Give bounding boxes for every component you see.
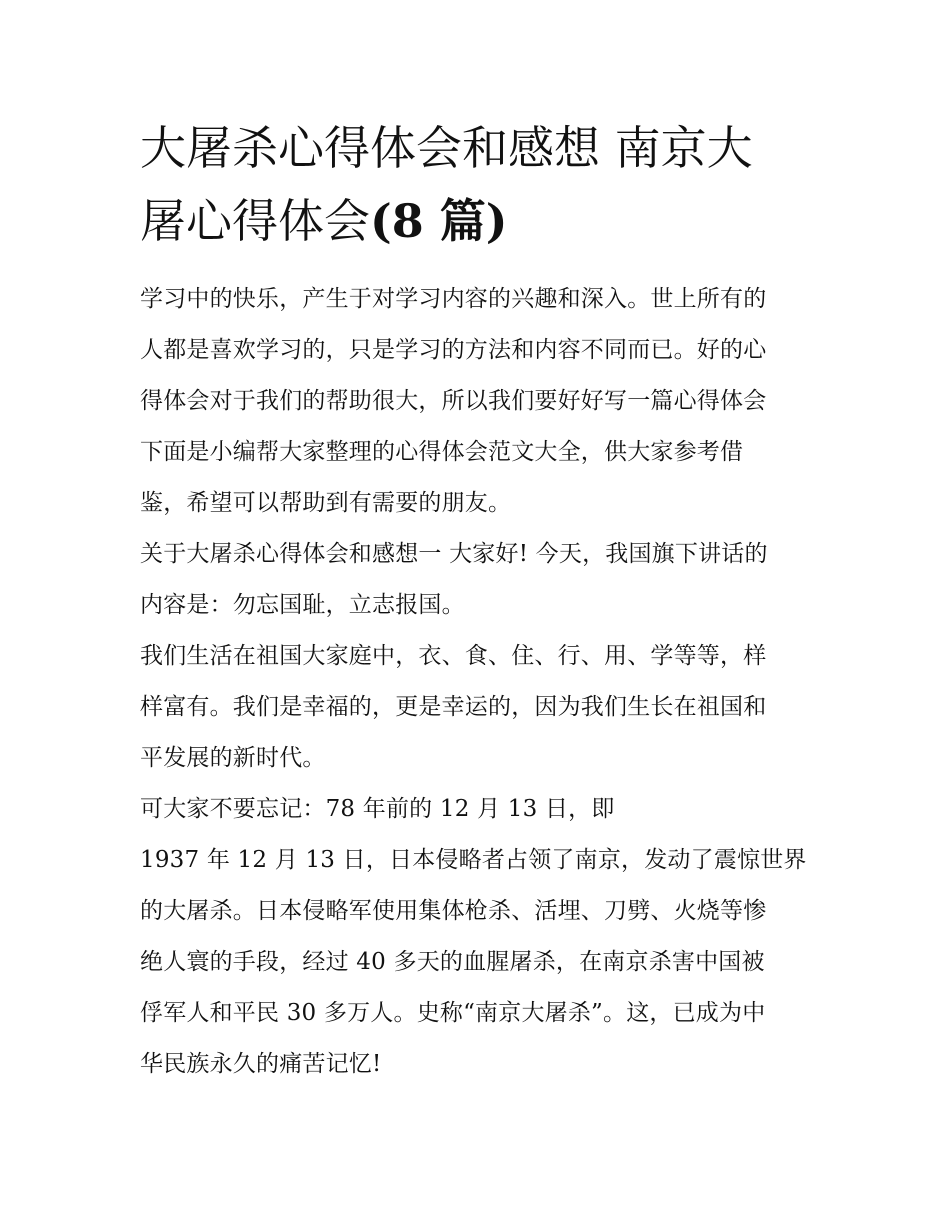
text-line: 平发展的新时代。 — [140, 745, 326, 771]
paragraph-happy-life — [140, 631, 820, 784]
text-line: 下面是小编帮大家整理的心得体会范文大全，供大家参考借 — [140, 439, 744, 465]
text-line: 鉴，希望可以帮助到有需要的朋友。 — [140, 490, 512, 516]
text-line: 得体会对于我们的帮助很大，所以我们要好好写一篇心得体会 — [140, 388, 767, 414]
text-line: 关于大屠杀心得体会和感想一 大家好! 今天，我国旗下讲话的 — [140, 541, 768, 567]
title-count: (8 篇) — [370, 194, 508, 248]
document-title — [140, 112, 820, 258]
text-line: 绝人寰的手段，经过 40 多天的血腥屠杀，在南京杀害中国被 — [140, 949, 765, 975]
paragraph-speech-opening — [140, 529, 820, 631]
text-line: 学习中的快乐，产生于对学习内容的兴趣和深入。世上所有的 — [140, 286, 767, 312]
text-line: 1937 年 12 月 13 日，日本侵略者占领了南京，发动了震惊世界 — [140, 847, 807, 873]
title-line — [140, 185, 820, 258]
text-line: 人都是喜欢学习的，只是学习的方法和内容不同而已。好的心 — [140, 337, 767, 363]
title-line-text: 屠心得体会 — [140, 194, 370, 248]
text-line: 华民族永久的痛苦记忆! — [140, 1051, 382, 1077]
paragraph-remember — [140, 784, 820, 835]
text-line: 俘军人和平民 30 多万人。史称“南京大屠杀”。这，已成为中 — [140, 1000, 766, 1026]
text-line: 的大屠杀。日本侵略军使用集体枪杀、活埋、刀劈、火烧等惨 — [140, 898, 767, 924]
text-line: 样富有。我们是幸福的，更是幸运的，因为我们生长在祖国和 — [140, 694, 767, 720]
paragraph-intro — [140, 274, 820, 529]
text-line: 我们生活在祖国大家庭中，衣、食、住、行、用、学等等，样 — [140, 643, 767, 669]
title-line: 大屠杀心得体会和感想 南京大 — [140, 121, 753, 175]
paragraph-history — [140, 835, 820, 1090]
text-line: 内容是：勿忘国耻，立志报国。 — [140, 592, 465, 618]
text-line: 可大家不要忘记：78 年前的 12 月 13 日，即 — [140, 796, 615, 822]
